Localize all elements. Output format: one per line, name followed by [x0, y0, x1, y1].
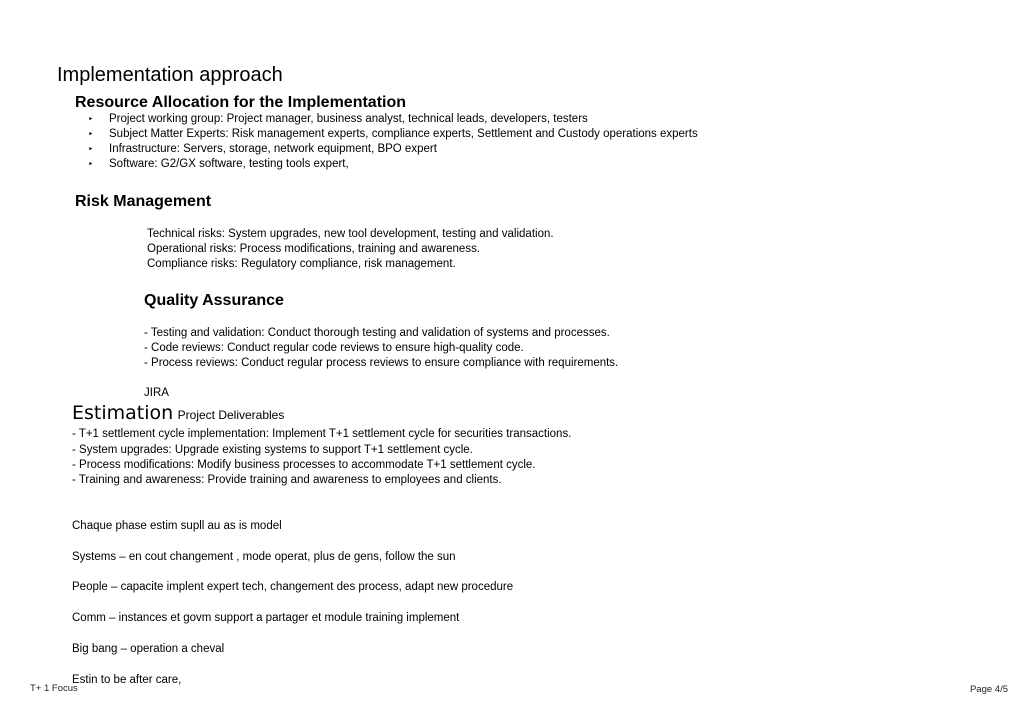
page-title: Implementation approach	[57, 64, 283, 86]
note-line: People – capacite implent expert tech, changement des process, adapt new procedure	[72, 581, 514, 593]
qa-line: - Testing and validation: Conduct thorough testing and validation of systems and processes.	[144, 327, 610, 339]
bullet-marker: ‣	[88, 114, 94, 124]
note-line: Estin to be after care,	[72, 674, 182, 686]
bullet-marker: ‣	[88, 159, 94, 169]
note-line: Comm – instances et govm support a partager et module training implement	[72, 612, 460, 624]
resource-item: Infrastructure: Servers, storage, network equipment, BPO expert	[109, 143, 437, 155]
estimation-line: - Training and awareness: Provide training and awareness to employees and clients.	[72, 474, 502, 486]
qa-line: - Process reviews: Conduct regular process reviews to ensure compliance with requirements.	[144, 357, 619, 369]
risk-line: Operational risks: Process modifications, training and awareness.	[147, 243, 481, 255]
resource-heading: Resource Allocation for the Implementation	[75, 94, 407, 111]
resource-item: Software: G2/GX software, testing tools expert,	[109, 158, 349, 170]
note-line: Systems – en cout changement , mode operat, plus de gens, follow the sun	[72, 551, 456, 563]
qa-heading: Quality Assurance	[144, 292, 284, 309]
footer-left: T+ 1 Focus	[30, 683, 78, 694]
qa-line: - Code reviews: Conduct regular code reviews to ensure high-quality code.	[144, 342, 524, 354]
resource-item: Subject Matter Experts: Risk management experts, compliance experts, Settlement and Custody operations experts	[109, 128, 698, 140]
qa-jira: JIRA	[144, 387, 169, 399]
risk-line: Compliance risks: Regulatory compliance, risk management.	[147, 258, 456, 270]
risk-line: Technical risks: System upgrades, new tool development, testing and validation.	[147, 228, 554, 240]
risk-heading: Risk Management	[75, 193, 212, 210]
estimation-line: - System upgrades: Upgrade existing systems to support T+1 settlement cycle.	[72, 444, 473, 456]
estimation-subheading: Project Deliverables	[177, 408, 285, 422]
estimation-line: - Process modifications: Modify business processes to accommodate T+1 settlement cycle.	[72, 459, 536, 471]
note-line: Chaque phase estim supll au as is model	[72, 520, 282, 532]
estimation-heading: Estimation	[72, 402, 174, 424]
bullet-marker: ‣	[88, 144, 94, 154]
estimation-line: - T+1 settlement cycle implementation: Implement T+1 settlement cycle for securities transactions.	[72, 428, 572, 440]
footer-page-number: Page 4/5	[969, 684, 1008, 695]
estimation-header	[72, 402, 284, 424]
note-line: Big bang – operation a cheval	[72, 643, 225, 655]
bullet-marker: ‣	[88, 129, 94, 139]
resource-item: Project working group: Project manager, business analyst, technical leads, developers, testers	[109, 113, 588, 125]
